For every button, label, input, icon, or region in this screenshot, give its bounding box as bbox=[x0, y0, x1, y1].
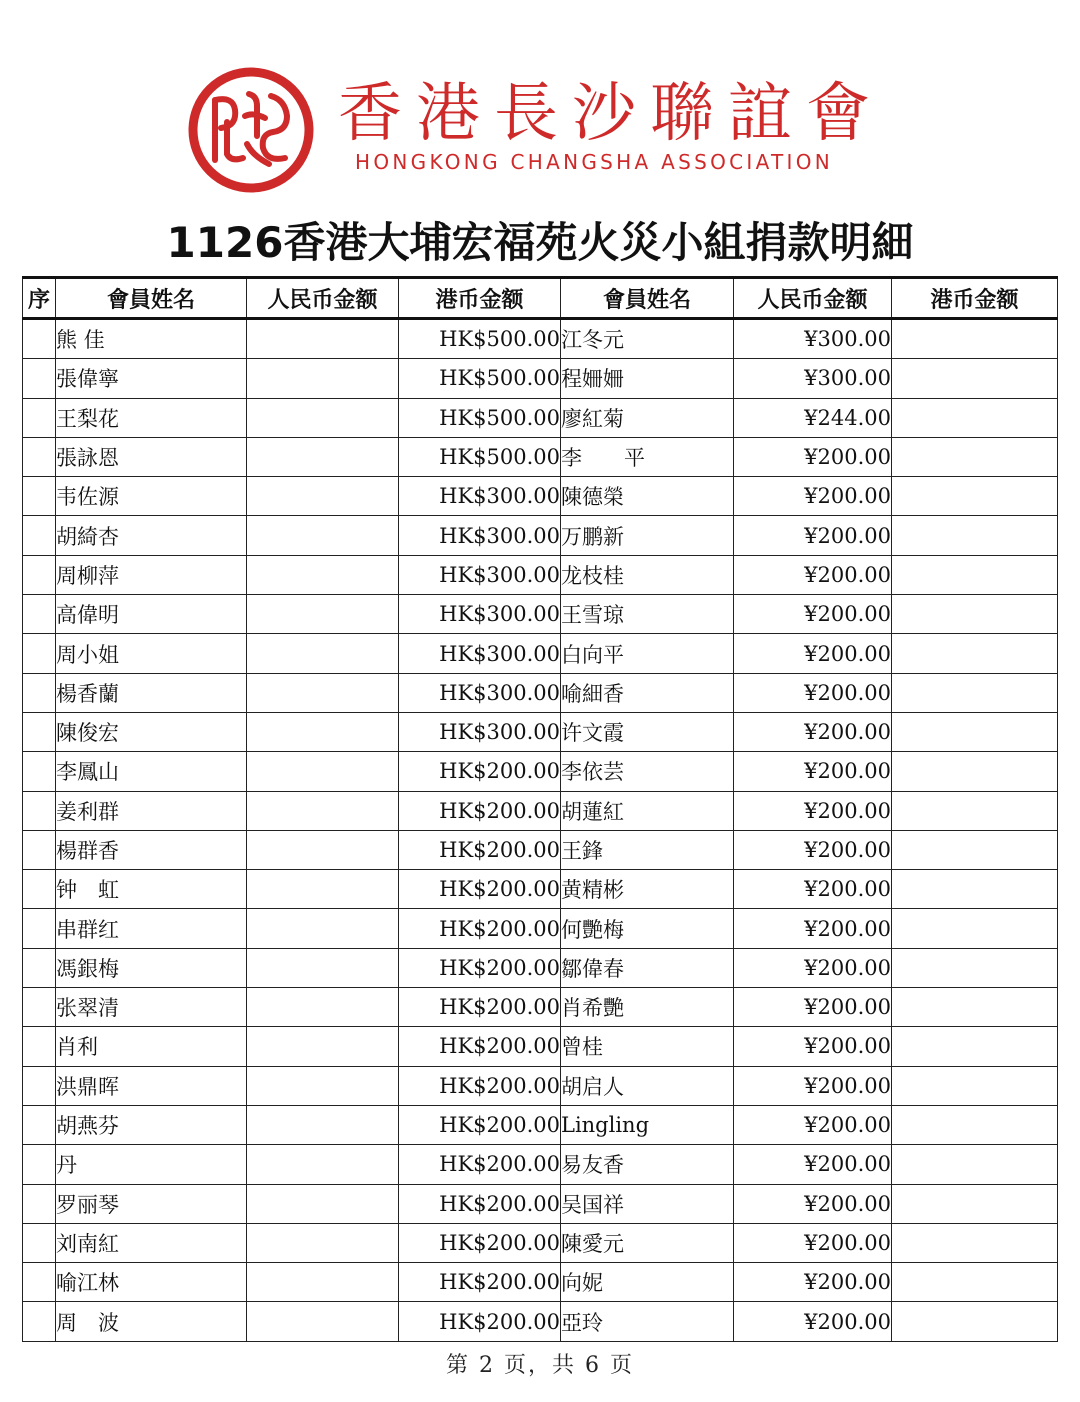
cell-hkd-amount-1: HK$200.00 bbox=[399, 1263, 561, 1302]
cell-rmb-amount-1 bbox=[247, 712, 399, 751]
cell-hkd-amount-1: HK$200.00 bbox=[399, 752, 561, 791]
table-row bbox=[23, 909, 1058, 948]
cell-rmb-amount-2: ¥200.00 bbox=[734, 870, 892, 909]
cell-member-name-1: 楊香蘭 bbox=[56, 673, 247, 712]
cell-rmb-amount-2: ¥200.00 bbox=[734, 1105, 892, 1144]
table-row bbox=[23, 830, 1058, 869]
cell-hkd-amount-1: HK$300.00 bbox=[399, 673, 561, 712]
cell-member-name-2: 陳德榮 bbox=[561, 477, 734, 516]
table-row bbox=[23, 1263, 1058, 1302]
cell-member-name-1: 肖利 bbox=[56, 1027, 247, 1066]
cell-rmb-amount-2: ¥200.00 bbox=[734, 1066, 892, 1105]
cell-rmb-amount-1 bbox=[247, 359, 399, 398]
cell-member-name-1: 周 波 bbox=[56, 1302, 247, 1341]
cell-member-name-2: 向妮 bbox=[561, 1263, 734, 1302]
cell-member-name-2: 黄精彬 bbox=[561, 870, 734, 909]
cell-member-name-1: 馮銀梅 bbox=[56, 948, 247, 987]
cell-member-name-2: 许文霞 bbox=[561, 712, 734, 751]
cell-seq bbox=[23, 398, 56, 437]
cell-member-name-1: 张翠清 bbox=[56, 988, 247, 1027]
table-row bbox=[23, 988, 1058, 1027]
cell-member-name-2: 龙枝桂 bbox=[561, 555, 734, 594]
cell-seq bbox=[23, 1027, 56, 1066]
organization-name-english: HONGKONG CHANGSHA ASSOCIATION bbox=[355, 150, 834, 174]
cell-member-name-1: 胡燕芬 bbox=[56, 1105, 247, 1144]
cell-member-name-1: 高偉明 bbox=[56, 595, 247, 634]
cell-rmb-amount-2: ¥200.00 bbox=[734, 437, 892, 476]
column-header-rmb-amount-2: 人民币金额 bbox=[734, 278, 892, 319]
cell-rmb-amount-2: ¥200.00 bbox=[734, 712, 892, 751]
cell-member-name-2: 王雪琼 bbox=[561, 595, 734, 634]
cell-seq bbox=[23, 752, 56, 791]
cell-hkd-amount-2 bbox=[892, 634, 1058, 673]
table-row bbox=[23, 398, 1058, 437]
cell-rmb-amount-2: ¥200.00 bbox=[734, 1184, 892, 1223]
cell-hkd-amount-1: HK$200.00 bbox=[399, 1066, 561, 1105]
cell-hkd-amount-2 bbox=[892, 673, 1058, 712]
cell-hkd-amount-2 bbox=[892, 830, 1058, 869]
cell-hkd-amount-1: HK$200.00 bbox=[399, 870, 561, 909]
cell-rmb-amount-1 bbox=[247, 477, 399, 516]
cell-hkd-amount-1: HK$300.00 bbox=[399, 634, 561, 673]
cell-rmb-amount-1 bbox=[247, 398, 399, 437]
organization-name-chinese: 香港長沙聯誼會 bbox=[338, 77, 884, 151]
cell-rmb-amount-1 bbox=[247, 634, 399, 673]
cell-rmb-amount-1 bbox=[247, 830, 399, 869]
cell-member-name-1: 王梨花 bbox=[56, 398, 247, 437]
cell-rmb-amount-2: ¥200.00 bbox=[734, 673, 892, 712]
cell-member-name-1: 钟 虹 bbox=[56, 870, 247, 909]
cell-rmb-amount-1 bbox=[247, 1184, 399, 1223]
cell-rmb-amount-1 bbox=[247, 595, 399, 634]
cell-hkd-amount-2 bbox=[892, 398, 1058, 437]
cell-hkd-amount-2 bbox=[892, 1184, 1058, 1223]
cell-rmb-amount-2: ¥200.00 bbox=[734, 1223, 892, 1262]
table-row bbox=[23, 437, 1058, 476]
cell-seq bbox=[23, 1145, 56, 1184]
cell-hkd-amount-2 bbox=[892, 516, 1058, 555]
page-title: 1126香港大埔宏福苑火災小組捐款明細 bbox=[166, 218, 914, 267]
cell-member-name-2: 廖紅菊 bbox=[561, 398, 734, 437]
cell-member-name-1: 洪鼎晖 bbox=[56, 1066, 247, 1105]
cell-member-name-2: Lingling bbox=[561, 1105, 734, 1144]
cell-rmb-amount-2: ¥200.00 bbox=[734, 988, 892, 1027]
association-logo-seal-icon bbox=[187, 66, 315, 194]
cell-member-name-1: 張詠恩 bbox=[56, 437, 247, 476]
cell-rmb-amount-2: ¥200.00 bbox=[734, 791, 892, 830]
cell-member-name-1: 張偉寧 bbox=[56, 359, 247, 398]
cell-hkd-amount-2 bbox=[892, 1145, 1058, 1184]
cell-hkd-amount-2 bbox=[892, 555, 1058, 594]
cell-hkd-amount-1: HK$200.00 bbox=[399, 830, 561, 869]
cell-member-name-2: 曾桂 bbox=[561, 1027, 734, 1066]
cell-seq bbox=[23, 948, 56, 987]
cell-seq bbox=[23, 1302, 56, 1341]
cell-member-name-1: 楊群香 bbox=[56, 830, 247, 869]
cell-rmb-amount-1 bbox=[247, 673, 399, 712]
column-header-member-name-1: 會員姓名 bbox=[56, 278, 247, 319]
cell-member-name-1: 串群红 bbox=[56, 909, 247, 948]
cell-hkd-amount-1: HK$200.00 bbox=[399, 1184, 561, 1223]
cell-member-name-1: 喻江林 bbox=[56, 1263, 247, 1302]
cell-hkd-amount-2 bbox=[892, 870, 1058, 909]
cell-rmb-amount-2: ¥300.00 bbox=[734, 359, 892, 398]
table-row bbox=[23, 1027, 1058, 1066]
cell-hkd-amount-1: HK$200.00 bbox=[399, 988, 561, 1027]
cell-hkd-amount-1: HK$200.00 bbox=[399, 1223, 561, 1262]
cell-seq bbox=[23, 870, 56, 909]
cell-seq bbox=[23, 791, 56, 830]
cell-rmb-amount-2: ¥200.00 bbox=[734, 1027, 892, 1066]
cell-member-name-2: 白向平 bbox=[561, 634, 734, 673]
table-row bbox=[23, 1184, 1058, 1223]
cell-rmb-amount-2: ¥300.00 bbox=[734, 319, 892, 359]
cell-hkd-amount-2 bbox=[892, 1302, 1058, 1341]
cell-rmb-amount-1 bbox=[247, 909, 399, 948]
cell-member-name-1: 陳俊宏 bbox=[56, 712, 247, 751]
cell-seq bbox=[23, 673, 56, 712]
cell-hkd-amount-2 bbox=[892, 1105, 1058, 1144]
column-header-hkd-amount-1: 港币金额 bbox=[399, 278, 561, 319]
cell-rmb-amount-2: ¥200.00 bbox=[734, 1302, 892, 1341]
cell-hkd-amount-1: HK$500.00 bbox=[399, 319, 561, 359]
cell-member-name-2: 万鹏新 bbox=[561, 516, 734, 555]
cell-rmb-amount-1 bbox=[247, 1302, 399, 1341]
cell-seq bbox=[23, 319, 56, 359]
cell-hkd-amount-2 bbox=[892, 791, 1058, 830]
cell-hkd-amount-2 bbox=[892, 712, 1058, 751]
cell-rmb-amount-1 bbox=[247, 516, 399, 555]
cell-seq bbox=[23, 1223, 56, 1262]
table-row bbox=[23, 1223, 1058, 1262]
cell-member-name-1: 韦佐源 bbox=[56, 477, 247, 516]
cell-member-name-2: 江冬元 bbox=[561, 319, 734, 359]
table-row bbox=[23, 752, 1058, 791]
table-row bbox=[23, 1145, 1058, 1184]
cell-member-name-2: 胡启人 bbox=[561, 1066, 734, 1105]
cell-hkd-amount-2 bbox=[892, 1027, 1058, 1066]
cell-hkd-amount-2 bbox=[892, 1263, 1058, 1302]
cell-hkd-amount-2 bbox=[892, 595, 1058, 634]
cell-hkd-amount-1: HK$200.00 bbox=[399, 1302, 561, 1341]
cell-hkd-amount-2 bbox=[892, 752, 1058, 791]
cell-member-name-2: 亞玲 bbox=[561, 1302, 734, 1341]
cell-member-name-1: 周柳萍 bbox=[56, 555, 247, 594]
cell-hkd-amount-1: HK$200.00 bbox=[399, 1027, 561, 1066]
table-row bbox=[23, 319, 1058, 359]
cell-seq bbox=[23, 634, 56, 673]
cell-hkd-amount-1: HK$200.00 bbox=[399, 909, 561, 948]
cell-seq bbox=[23, 1263, 56, 1302]
cell-hkd-amount-2 bbox=[892, 948, 1058, 987]
cell-rmb-amount-2: ¥200.00 bbox=[734, 555, 892, 594]
cell-seq bbox=[23, 477, 56, 516]
cell-rmb-amount-1 bbox=[247, 555, 399, 594]
cell-member-name-1: 熊 佳 bbox=[56, 319, 247, 359]
cell-hkd-amount-1: HK$300.00 bbox=[399, 555, 561, 594]
cell-seq bbox=[23, 712, 56, 751]
cell-seq bbox=[23, 1105, 56, 1144]
cell-hkd-amount-2 bbox=[892, 909, 1058, 948]
cell-seq bbox=[23, 516, 56, 555]
cell-hkd-amount-1: HK$300.00 bbox=[399, 595, 561, 634]
cell-member-name-2: 王鋒 bbox=[561, 830, 734, 869]
cell-hkd-amount-2 bbox=[892, 1223, 1058, 1262]
cell-rmb-amount-2: ¥200.00 bbox=[734, 752, 892, 791]
cell-seq bbox=[23, 909, 56, 948]
table-row bbox=[23, 516, 1058, 555]
cell-hkd-amount-2 bbox=[892, 437, 1058, 476]
cell-rmb-amount-2: ¥200.00 bbox=[734, 1263, 892, 1302]
cell-member-name-2: 李依芸 bbox=[561, 752, 734, 791]
cell-rmb-amount-2: ¥200.00 bbox=[734, 830, 892, 869]
cell-rmb-amount-2: ¥200.00 bbox=[734, 477, 892, 516]
cell-hkd-amount-2 bbox=[892, 359, 1058, 398]
cell-member-name-2: 程姍姍 bbox=[561, 359, 734, 398]
cell-hkd-amount-1: HK$200.00 bbox=[399, 791, 561, 830]
table-row bbox=[23, 948, 1058, 987]
cell-hkd-amount-1: HK$500.00 bbox=[399, 359, 561, 398]
table-row bbox=[23, 673, 1058, 712]
table-row bbox=[23, 712, 1058, 751]
cell-member-name-2: 胡蓮紅 bbox=[561, 791, 734, 830]
cell-member-name-2: 陳愛元 bbox=[561, 1223, 734, 1262]
table-row bbox=[23, 791, 1058, 830]
cell-rmb-amount-2: ¥200.00 bbox=[734, 516, 892, 555]
cell-rmb-amount-1 bbox=[247, 1145, 399, 1184]
cell-hkd-amount-1: HK$300.00 bbox=[399, 477, 561, 516]
cell-member-name-1: 李鳳山 bbox=[56, 752, 247, 791]
cell-rmb-amount-2: ¥200.00 bbox=[734, 1145, 892, 1184]
cell-rmb-amount-1 bbox=[247, 948, 399, 987]
cell-member-name-2: 吴国祥 bbox=[561, 1184, 734, 1223]
cell-seq bbox=[23, 988, 56, 1027]
cell-rmb-amount-2: ¥244.00 bbox=[734, 398, 892, 437]
cell-hkd-amount-2 bbox=[892, 1066, 1058, 1105]
table-body bbox=[23, 319, 1058, 1342]
cell-rmb-amount-1 bbox=[247, 752, 399, 791]
cell-member-name-2: 喻細香 bbox=[561, 673, 734, 712]
table-row bbox=[23, 555, 1058, 594]
table-row bbox=[23, 634, 1058, 673]
cell-rmb-amount-1 bbox=[247, 1027, 399, 1066]
cell-member-name-1: 罗丽琴 bbox=[56, 1184, 247, 1223]
cell-member-name-2: 肖希艷 bbox=[561, 988, 734, 1027]
cell-rmb-amount-2: ¥200.00 bbox=[734, 634, 892, 673]
table-row bbox=[23, 595, 1058, 634]
table-row bbox=[23, 1105, 1058, 1144]
column-header-seq: 序 bbox=[23, 278, 56, 319]
cell-seq bbox=[23, 359, 56, 398]
cell-hkd-amount-1: HK$300.00 bbox=[399, 516, 561, 555]
cell-member-name-2: 鄒偉春 bbox=[561, 948, 734, 987]
cell-hkd-amount-2 bbox=[892, 477, 1058, 516]
cell-rmb-amount-2: ¥200.00 bbox=[734, 948, 892, 987]
cell-seq bbox=[23, 1184, 56, 1223]
cell-member-name-1: 刘南紅 bbox=[56, 1223, 247, 1262]
cell-member-name-2: 李 平 bbox=[561, 437, 734, 476]
cell-hkd-amount-2 bbox=[892, 319, 1058, 359]
cell-member-name-2: 易友香 bbox=[561, 1145, 734, 1184]
cell-member-name-1: 胡綺杏 bbox=[56, 516, 247, 555]
cell-hkd-amount-1: HK$200.00 bbox=[399, 1105, 561, 1144]
table-row bbox=[23, 477, 1058, 516]
table-row bbox=[23, 1302, 1058, 1341]
cell-hkd-amount-1: HK$500.00 bbox=[399, 398, 561, 437]
cell-member-name-1: 丹 bbox=[56, 1145, 247, 1184]
cell-seq bbox=[23, 595, 56, 634]
cell-rmb-amount-1 bbox=[247, 1066, 399, 1105]
cell-rmb-amount-2: ¥200.00 bbox=[734, 595, 892, 634]
cell-rmb-amount-1 bbox=[247, 1263, 399, 1302]
cell-hkd-amount-2 bbox=[892, 988, 1058, 1027]
cell-rmb-amount-1 bbox=[247, 1105, 399, 1144]
table-header-row bbox=[23, 278, 1058, 319]
table-row bbox=[23, 870, 1058, 909]
document-header bbox=[0, 0, 1080, 200]
cell-member-name-1: 姜利群 bbox=[56, 791, 247, 830]
cell-seq bbox=[23, 1066, 56, 1105]
page-number: 第 2 页，共 6 页 bbox=[446, 1353, 634, 1378]
cell-rmb-amount-1 bbox=[247, 437, 399, 476]
cell-hkd-amount-1: HK$500.00 bbox=[399, 437, 561, 476]
column-header-member-name-2: 會員姓名 bbox=[561, 278, 734, 319]
column-header-hkd-amount-2: 港币金额 bbox=[892, 278, 1058, 319]
cell-rmb-amount-1 bbox=[247, 870, 399, 909]
cell-rmb-amount-1 bbox=[247, 319, 399, 359]
cell-hkd-amount-1: HK$200.00 bbox=[399, 1145, 561, 1184]
table-row bbox=[23, 359, 1058, 398]
cell-rmb-amount-1 bbox=[247, 791, 399, 830]
cell-hkd-amount-1: HK$200.00 bbox=[399, 948, 561, 987]
cell-member-name-1: 周小姐 bbox=[56, 634, 247, 673]
cell-rmb-amount-1 bbox=[247, 988, 399, 1027]
cell-rmb-amount-1 bbox=[247, 1223, 399, 1262]
cell-rmb-amount-2: ¥200.00 bbox=[734, 909, 892, 948]
column-header-rmb-amount-1: 人民币金额 bbox=[247, 278, 399, 319]
cell-member-name-2: 何艷梅 bbox=[561, 909, 734, 948]
cell-seq bbox=[23, 437, 56, 476]
donation-table bbox=[22, 276, 1058, 1342]
cell-seq bbox=[23, 555, 56, 594]
table-row bbox=[23, 1066, 1058, 1105]
cell-seq bbox=[23, 830, 56, 869]
cell-hkd-amount-1: HK$300.00 bbox=[399, 712, 561, 751]
